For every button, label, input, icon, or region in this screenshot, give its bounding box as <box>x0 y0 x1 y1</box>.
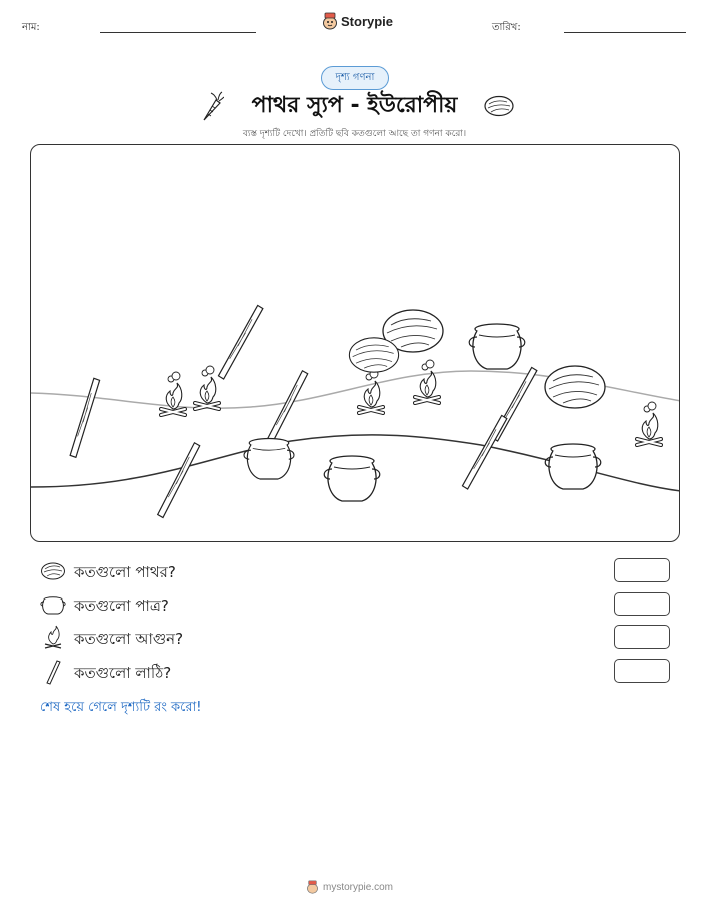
brand-logo <box>322 12 393 30</box>
campfire <box>195 366 219 409</box>
date-line[interactable] <box>564 32 686 33</box>
stick <box>157 439 200 521</box>
site-url[interactable]: mystorypie.com <box>323 881 394 893</box>
stone <box>545 366 605 408</box>
brand-name: Storypie <box>341 13 394 29</box>
stick <box>70 377 100 460</box>
question-row-sticks <box>40 659 670 685</box>
pot <box>324 456 380 501</box>
stone-icon <box>40 558 66 584</box>
name-label: নাম: <box>22 22 40 33</box>
answer-box[interactable] <box>614 625 670 649</box>
question-text: কতগুলো লাঠি? <box>74 664 172 682</box>
question-row-fires <box>40 625 670 651</box>
stick <box>265 367 308 449</box>
pot-icon <box>40 592 66 618</box>
question-text: কতগুলো আগুন? <box>74 630 184 648</box>
date-label: তারিখ: <box>492 22 521 33</box>
question-text: কতগুলো পাত্র? <box>74 597 169 615</box>
stone-icon <box>483 95 515 117</box>
question-text: কতগুলো পাথর? <box>74 563 176 581</box>
stick <box>462 412 507 493</box>
pot <box>244 439 294 480</box>
pot <box>469 324 525 369</box>
title-row <box>0 90 709 122</box>
instructions: ব্যস্ত দৃশ্যটি দেখো। প্রতিটি ছবি কতগুলো আছে তা গণনা করো। <box>242 129 467 139</box>
stick-icon <box>40 659 66 685</box>
campfire <box>415 360 439 403</box>
question-row-pots <box>40 592 670 618</box>
answer-box[interactable] <box>614 558 670 582</box>
stick <box>218 302 263 383</box>
campfire <box>637 402 661 445</box>
coloring-note: শেষ হয়ে গেলে দৃশ্যটি রং করো! <box>40 700 202 715</box>
campfire <box>161 372 185 415</box>
activity-badge: দৃশ্য গণনা <box>321 66 389 90</box>
pot <box>545 444 601 489</box>
answer-box[interactable] <box>614 659 670 683</box>
site-footer <box>306 880 393 894</box>
fire-icon <box>40 625 66 651</box>
counting-scene <box>30 144 680 542</box>
stone <box>349 338 398 372</box>
question-row-stones <box>40 558 670 584</box>
worksheet-title: পাথর স্যুপ - ইউরোপীয় <box>251 93 458 118</box>
name-line[interactable] <box>100 32 256 33</box>
scene-illustration <box>31 145 680 542</box>
answer-box[interactable] <box>614 592 670 616</box>
campfire <box>359 370 383 413</box>
storypie-mascot-icon <box>306 880 319 894</box>
storypie-mascot-icon <box>322 12 338 30</box>
